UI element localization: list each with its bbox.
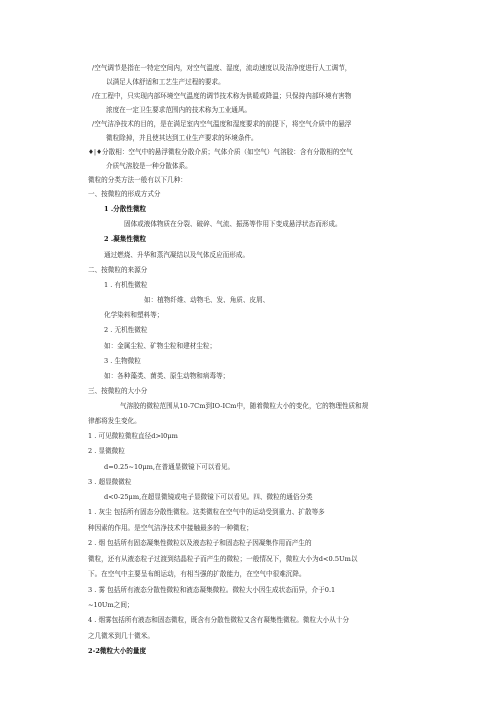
- text-line: 2 . 无机性微粒: [104, 326, 148, 334]
- text-line: 通过燃烧、升华和蒸汽凝结以及气体反应而形成。: [104, 251, 250, 259]
- text-line: 3 . 生物微粒: [104, 357, 141, 365]
- text-line: 3 . 雾 包括所有液态分散性微粒和液态凝集微粒。微粒大小因生成状态而异，介于0.1: [88, 586, 336, 594]
- text-line: 气溶胶的微粒范围从10-7Cm到IO-ICm中，随着微粒大小的变化，它的物理性质和规: [120, 402, 369, 410]
- text-line: 1 . 可见微粒微粒直径d>l0μm: [88, 432, 178, 440]
- text-line: 二、按微粒的来源分: [88, 266, 148, 274]
- text-line: 化学染料和塑料等；: [104, 311, 164, 319]
- text-line: 浓度在一定卫生要求范围内的技术称为工业通风。: [106, 106, 252, 114]
- text-line: 三、按微粒的大小分: [88, 387, 148, 395]
- text-line: ~10Um之间；: [88, 601, 134, 609]
- text-line: 下。在空气中主要呈布朗运动，有相当强的扩散能力，在空气中很难沉降。: [88, 570, 306, 578]
- text-line: 1 . 有机性微粒: [104, 281, 148, 289]
- text-line: 1 .分散性微粒: [104, 205, 147, 213]
- text-line: /空气调节是指在一特定空间内，对空气温度、湿度，流动速度以及洁净度进行人工调节，: [92, 64, 352, 72]
- text-line: /在工程中，只实现内部环境空气温度的调节技术称为供暖或降温；只保持内部环境有害物: [92, 92, 352, 100]
- text-line: 如：植物纤维、动物毛、发、角质、皮屑、: [144, 296, 270, 304]
- text-line: 2-2微粒大小的量度: [88, 647, 147, 655]
- text-line: 微粒的分类方法一般有以下几种：: [88, 176, 187, 184]
- text-line: 微粒除掉，并且使其达到工业生产要求的环境条件。: [106, 134, 258, 142]
- text-line: 4 . 烟雾包括所有液态和固态微粒，既含有分散性微粒又含有凝集性微粒。微粒大小从十分: [88, 616, 350, 624]
- text-line: 一、按微粒的形成方式分: [88, 190, 161, 198]
- text-line: 3 . 超显微微粒: [88, 478, 132, 486]
- text-line: 微粒，还有从液态粒子过渡到结晶粒子而产生的微粒；一般情况下，微粒大小为d<0.5Um以: [88, 555, 358, 563]
- text-line: 固体或液体物质在分裂、破碎、气流、振荡等作用下变成悬浮状态而形成。: [124, 220, 342, 228]
- text-line: 种因素的作用。是空气洁净技术中接触最多的一种微粒；: [88, 524, 253, 532]
- text-line: 如：各种藻类、菌类、原生动物和病毒等；: [104, 372, 230, 380]
- text-line: 以满足人体舒适和工艺生产过程的要求。: [106, 78, 225, 86]
- text-line: 如：金属尘粒、矿物尘粒和建材尘粒；: [104, 342, 217, 350]
- text-line: 2 . 烟 包括所有固态凝集性微粒以及液态粒子和固态粒子因凝集作用而产生的: [88, 539, 312, 547]
- text-line: d=0.25~10μm,在普通显微镜下可以看见。: [104, 463, 235, 471]
- text-line: ♦|♦分散相：空气中的悬浮微粒分散介质；气体介质（如空气）气溶胶：含有分散相的空气: [88, 148, 353, 156]
- text-line: d<0-25μm,在超显微镜或电子显微镜下可以看见。四、微粒的通俗分类: [104, 493, 313, 501]
- text-line: 律都将发生变化。: [88, 417, 141, 425]
- text-line: /空气洁净技术的目的，是在满足室内空气温度和湿度要求的前提下，将空气介质中的悬浮: [92, 120, 352, 128]
- text-line: 之几微米到几十微米。: [88, 632, 154, 640]
- text-line: 1 . 灰尘 包括所有固态分散性微粒。这类微粒在空气中的运动受到重力、扩散等多: [88, 508, 325, 516]
- text-line: 2 .凝集性微粒: [104, 235, 147, 243]
- text-line: 介质气溶胶是一种分散体系。: [106, 162, 192, 170]
- text-line: 2 . 显微微粒: [88, 447, 125, 455]
